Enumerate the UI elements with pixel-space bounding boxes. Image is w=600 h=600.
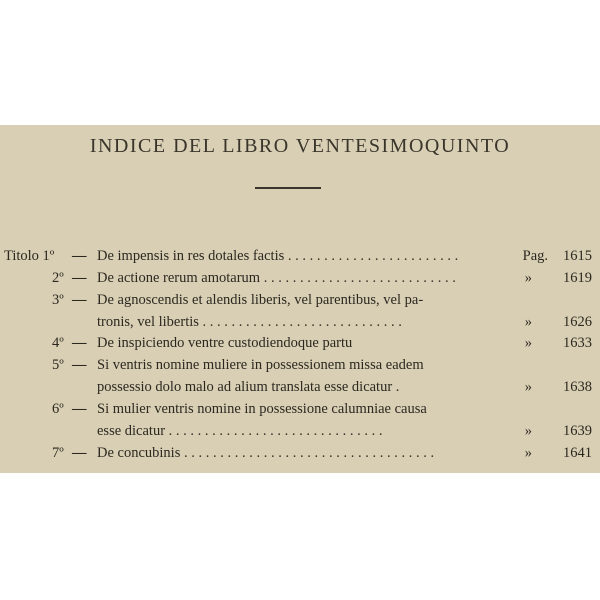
page-number: 1633: [563, 335, 592, 351]
entry-dash: —: [72, 270, 87, 286]
page-number: 1619: [563, 270, 592, 286]
toc-entry-5: [0, 355, 600, 375]
book-page: [0, 125, 600, 473]
entry-text: De agnoscendis et alendis liberis, vel parentibus, vel pa-: [97, 292, 424, 308]
page-mark: »: [524, 335, 532, 351]
toc-entry-7: [0, 443, 600, 463]
entry-dash: —: [72, 357, 87, 373]
entry-text: De actione rerum amotarum . . . . . . . . . . . . . . . . . . . . . . . . . . .: [97, 270, 456, 286]
page-number: 1615: [563, 248, 592, 264]
entry-label: 2º: [52, 270, 64, 286]
toc-entry-2: [0, 268, 600, 288]
page-title: INDICE DEL LIBRO VENTESIMOQUINTO: [89, 135, 511, 157]
toc-entry-3: [0, 290, 600, 310]
page-mark: »: [524, 423, 532, 439]
title-rule: [255, 187, 321, 189]
page-mark: »: [524, 445, 532, 461]
entry-text-cont: esse dicatur . . . . . . . . . . . . . . . . . . . . . . . . . . . . . .: [97, 423, 383, 439]
page-number: 1639: [563, 423, 592, 439]
entry-dash: —: [72, 401, 87, 417]
toc-entry-5-cont: [0, 377, 600, 397]
toc-entry-1: [0, 246, 600, 266]
page-mark: »: [524, 379, 532, 395]
entry-text: Si ventris nomine muliere in possessionem missa eadem: [97, 357, 424, 373]
entry-dash: —: [72, 292, 87, 308]
entry-text-cont: tronis, vel libertis . . . . . . . . . . . . . . . . . . . . . . . . . . . .: [97, 314, 402, 330]
toc-entry-4: [0, 333, 600, 353]
entry-text: Si mulier ventris nomine in possessione calumniae causa: [97, 401, 427, 417]
entry-label: Titolo 1º: [4, 248, 55, 264]
toc-entry-6-cont: [0, 421, 600, 441]
entry-label: 4º: [52, 335, 64, 351]
entry-text-cont: possessio dolo malo ad alium translata esse dicatur .: [97, 379, 400, 395]
toc-entry-3-cont: [0, 312, 600, 332]
page-number: 1641: [563, 445, 592, 461]
toc-entry-6: [0, 399, 600, 419]
entry-dash: —: [72, 445, 87, 461]
entry-text: De impensis in res dotales factis . . . . . . . . . . . . . . . . . . . . . . . .: [97, 248, 459, 264]
entry-text: De inspiciendo ventre custodiendoque partu: [97, 335, 353, 351]
entry-label: 3º: [52, 292, 64, 308]
entry-dash: —: [72, 335, 87, 351]
entry-dash: —: [72, 248, 87, 264]
page-mark: »: [524, 270, 532, 286]
page-number: 1638: [563, 379, 592, 395]
entry-label: 7º: [52, 445, 64, 461]
entry-label: 6º: [52, 401, 64, 417]
entry-text: De concubinis . . . . . . . . . . . . . . . . . . . . . . . . . . . . . . . . . . .: [97, 445, 435, 461]
page-mark: »: [524, 314, 532, 330]
page-number: 1626: [563, 314, 592, 330]
page-mark: Pag.: [522, 248, 548, 264]
entry-label: 5º: [52, 357, 64, 373]
